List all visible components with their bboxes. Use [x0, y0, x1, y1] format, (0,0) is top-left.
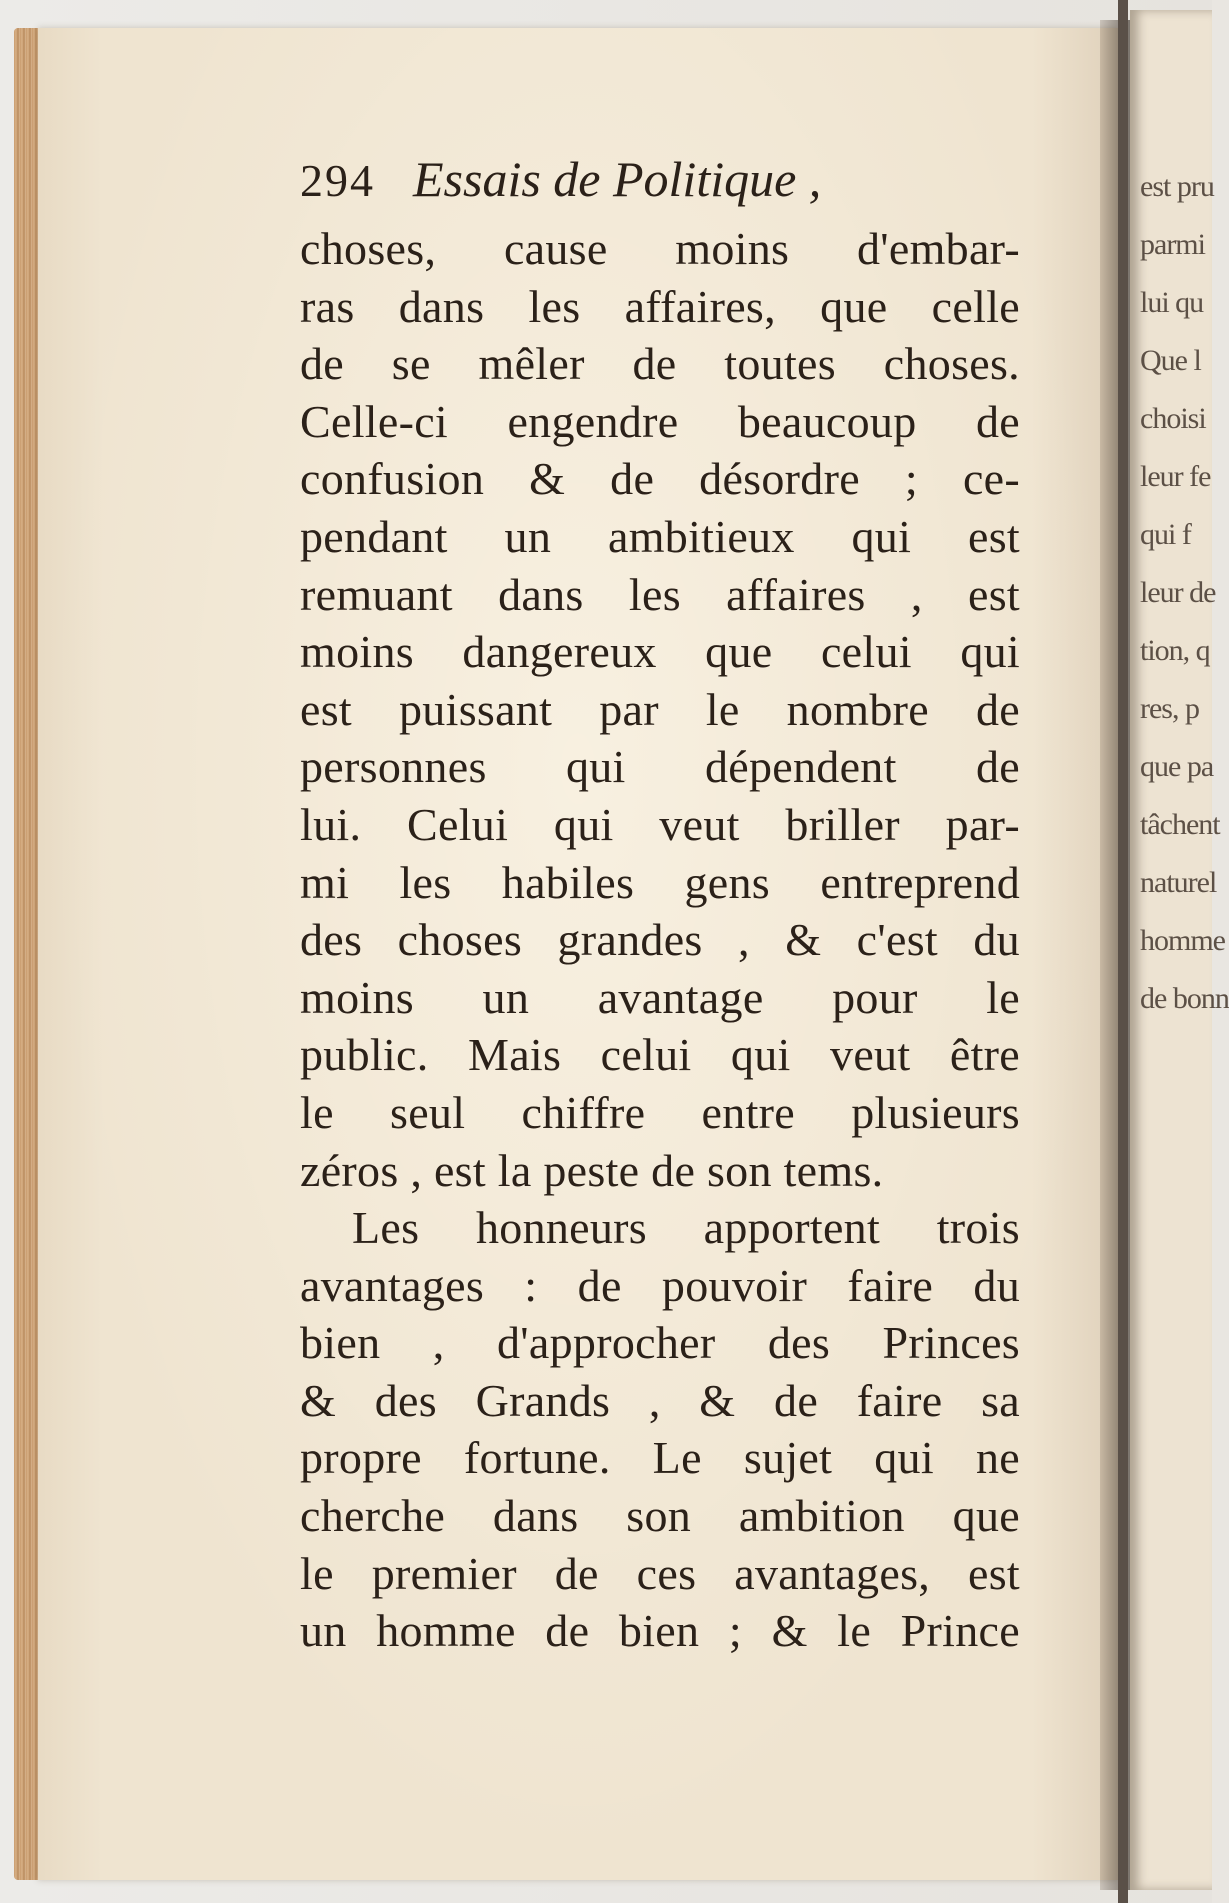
text-line: confusion & de désordre ; ce- [300, 453, 1020, 505]
next-page-line: leur de [1140, 576, 1216, 609]
next-page-line: qui f [1140, 518, 1191, 551]
text-line: le premier de ces avantages, est [300, 1547, 1020, 1599]
next-page-line: est pru [1140, 170, 1214, 203]
next-page-line: res, p [1140, 692, 1199, 725]
running-title: Essais de Politique , [413, 151, 822, 207]
text-line: Celle-ci engendre beaucoup de [300, 395, 1020, 447]
text-line: mi les habiles gens entreprend [300, 856, 1020, 908]
next-page-line: tâchent [1140, 808, 1220, 841]
text-line: moins un avantage pour le [300, 971, 1020, 1023]
text-line: le seul chiffre entre plusieurs [300, 1086, 1020, 1138]
text-line: public. Mais celui qui veut être [300, 1029, 1020, 1081]
text-line: lui. Celui qui veut briller par- [300, 798, 1020, 850]
text-line: est puissant par le nombre de [300, 683, 1020, 735]
page-number: 294 [300, 155, 375, 206]
text-line: propre fortune. Le sujet qui ne [300, 1432, 1020, 1484]
next-page-line: tion, q [1140, 634, 1210, 667]
text-line: remuant dans les affaires , est [300, 568, 1020, 620]
book-page-right-fragment [1130, 10, 1229, 1890]
text-line: personnes qui dépendent de [300, 741, 1020, 793]
next-page-line: lui qu [1140, 286, 1204, 319]
next-page-line: leur fe [1140, 460, 1211, 493]
text-line: moins dangereux que celui qui [300, 626, 1020, 678]
next-page-line: parmi [1140, 228, 1205, 261]
book-spine [1118, 0, 1128, 1903]
paragraph-start-line: Les honneurs apportent trois [352, 1202, 1020, 1254]
text-line: zéros , est la peste de son tems. [300, 1144, 884, 1196]
text-line: cherche dans son ambition que [300, 1490, 1020, 1542]
text-line: ras dans les affaires, que celle [300, 280, 1020, 332]
text-line: bien , d'approcher des Princes [300, 1317, 1020, 1369]
text-line: un homme de bien ; & le Prince [300, 1605, 1020, 1657]
text-line: & des Grands , & de faire sa [300, 1374, 1020, 1426]
next-page-line: que pa [1140, 750, 1214, 783]
page-text-block [300, 150, 1020, 1660]
text-line: de se mêler de toutes choses. [300, 338, 1020, 390]
text-line: choses, cause moins d'embar- [300, 223, 1020, 274]
page-header [300, 150, 1020, 220]
next-page-line: de bonn [1140, 982, 1229, 1015]
next-page-line: homme [1140, 924, 1225, 957]
next-page-line: choisi [1140, 402, 1206, 435]
next-page-line: naturel [1140, 866, 1217, 899]
text-line: des choses grandes , & c'est du [300, 914, 1020, 966]
text-line: pendant un ambitieux qui est [300, 510, 1020, 562]
text-line: avantages : de pouvoir faire du [300, 1259, 1020, 1311]
next-page-line: Que l [1140, 344, 1201, 377]
